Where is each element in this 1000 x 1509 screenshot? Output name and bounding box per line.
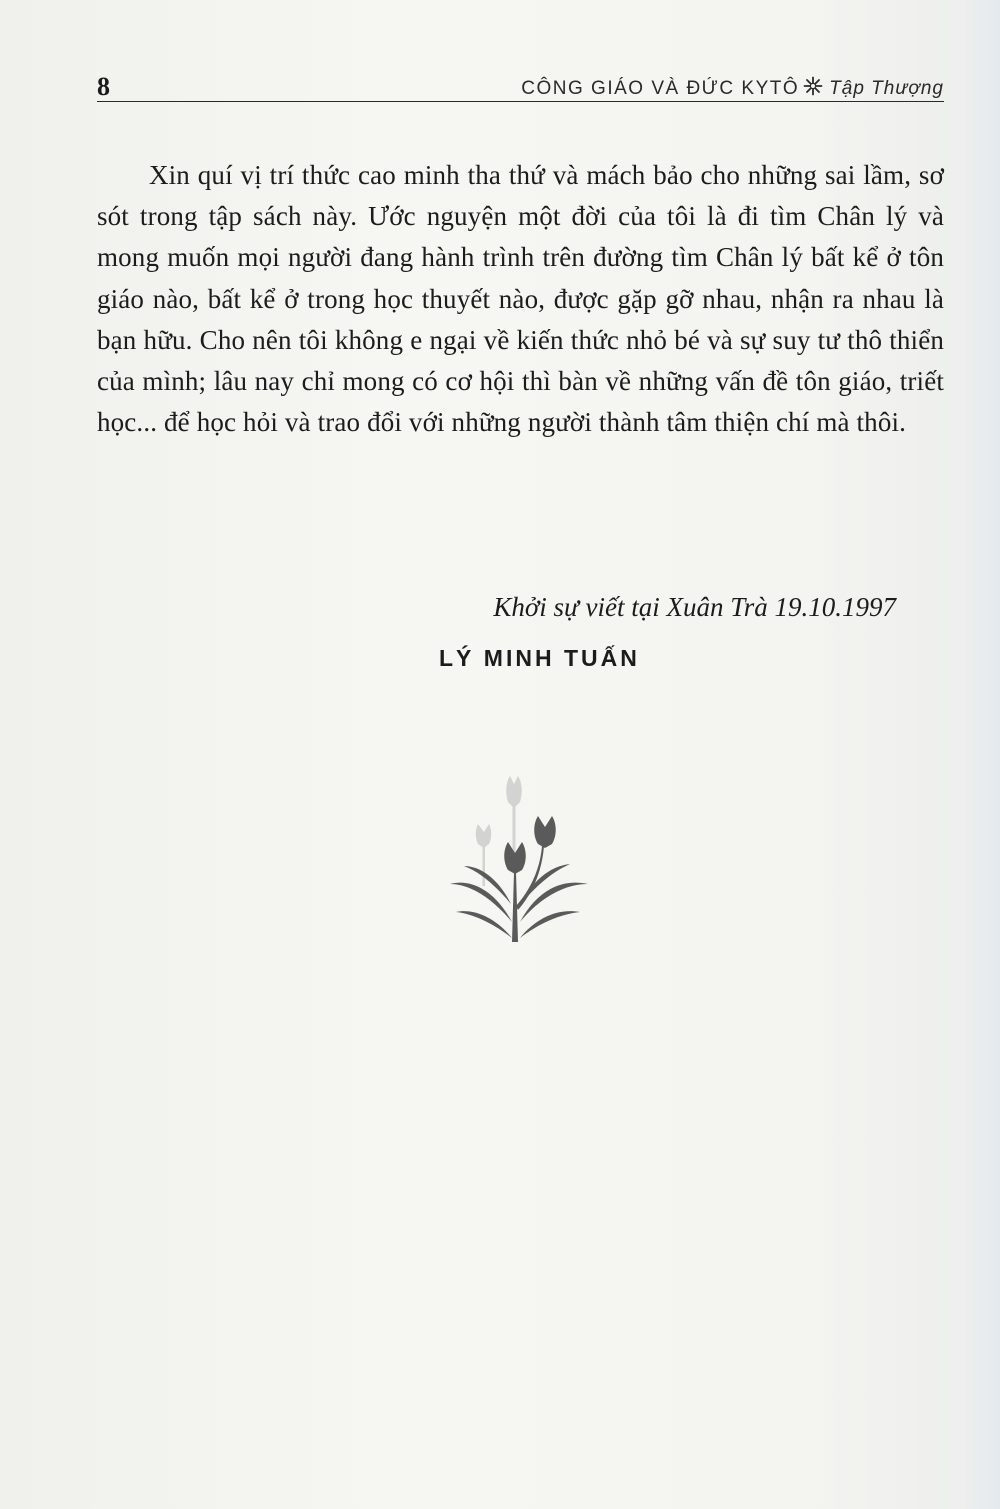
dateline: Khởi sự viết tại Xuân Trà 19.10.1997	[493, 592, 896, 622]
author-name: LÝ MINH TUẤN	[439, 645, 640, 671]
volume-label: Tập Thượng	[829, 78, 944, 99]
running-header	[97, 70, 944, 102]
book-title: CÔNG GIÁO VÀ ĐỨC KYTÔ	[521, 78, 800, 99]
page-number: 8	[97, 72, 110, 101]
page-edge-shadow	[964, 0, 1000, 1509]
tulip-flower-icon	[448, 772, 590, 944]
asterisk-star-icon	[803, 76, 823, 102]
header-divider	[97, 101, 944, 102]
running-title	[521, 76, 944, 102]
body-paragraph: Xin quí vị trí thức cao minh tha thứ và mách bảo cho những sai lầm, sơ sót trong tập sách này. Ước nguyện một đời của tôi là đi tìm Chân lý và mong muốn mọi người đang hành trình trên đường tìm Chân lý bất kể ở tôn giáo nào, bất kể ở trong học thuyết nào, được gặp gỡ nhau, nhận ra nhau là bạn hữu. Cho nên tôi không e ngại về kiến thức nhỏ bé và sự suy tư thô thiển của mình; lâu nay chỉ mong có cơ hội thì bàn về những vấn đề tôn giáo, triết học... để học hỏi và trao đổi với những người thành tâm thiện chí mà thôi.	[97, 160, 944, 438]
